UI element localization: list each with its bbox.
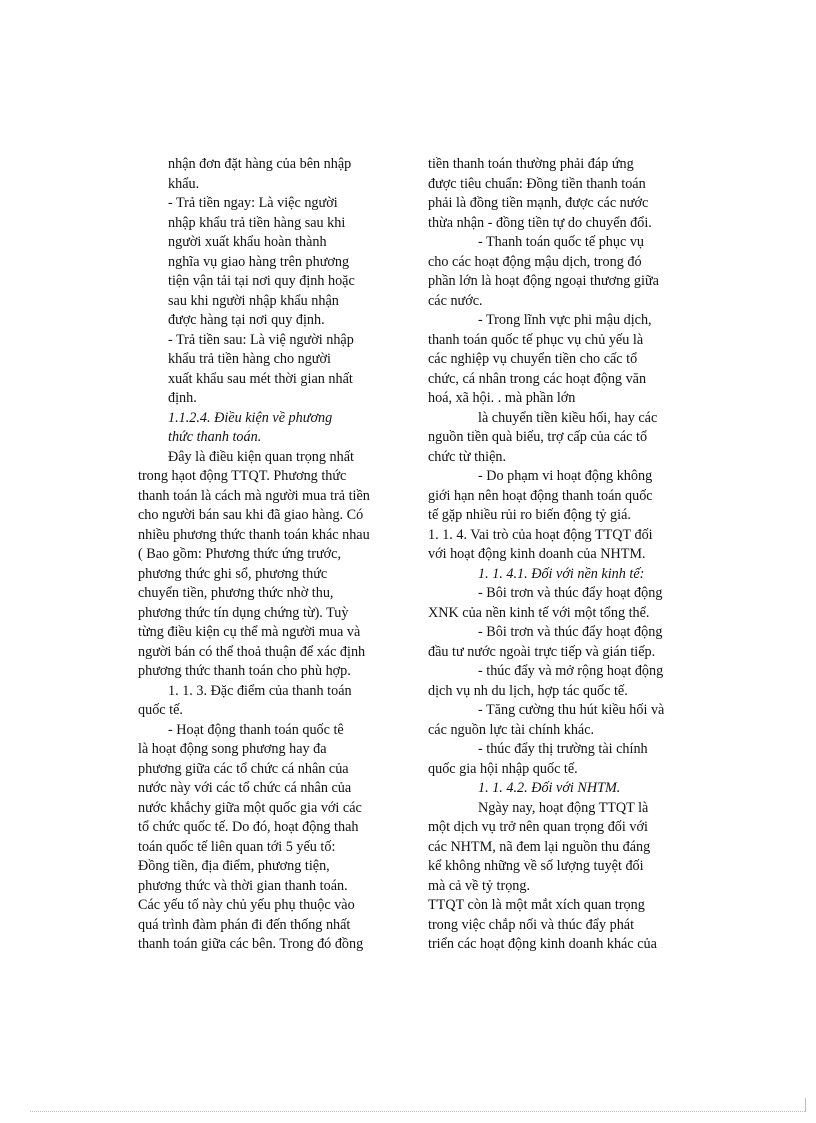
right-text-line: - Tăng cường thu hút kiều hối và xyxy=(478,702,665,718)
right-text-line: quốc gia hội nhập quốc tế. xyxy=(428,760,578,777)
right-text-line: - Bôi trơn và thúc đẩy hoạt động xyxy=(478,585,663,601)
left-text-line: nhận đơn đặt hàng của bên nhập xyxy=(168,156,352,172)
right-text-line: là chuyển tiền kiều hối, hay các xyxy=(478,409,658,426)
left-text-line: - Trả tiền ngay: Là việc người xyxy=(168,195,338,211)
left-text-line: 1. 1. 3. Đặc điểm của thanh toán xyxy=(168,682,352,699)
left-text-line: sau khi người nhập khẩu nhận xyxy=(168,292,339,309)
right-text-line: mà cả về tỷ trọng. xyxy=(428,877,531,894)
right-text-line: các nghiệp vụ chuyển tiền cho cấc tổ xyxy=(428,351,638,367)
left-text-line: - Trả tiền sau: Là việ người nhập xyxy=(168,331,354,348)
right-text-line: 1. 1. 4. Vai trò của hoạt động TTQT đối xyxy=(428,526,653,543)
right-text-line: - thúc đẩy và mở rộng hoạt động xyxy=(478,663,664,679)
left-text-line: trong hạot động TTQT. Phương thức xyxy=(138,468,347,484)
left-text-line: thanh toán là cách mà người mua trả tiền xyxy=(138,487,370,504)
left-text-line: được hàng tại nơi quy định. xyxy=(168,312,325,328)
left-text-line: người bán có thể thoả thuận để xác định xyxy=(138,643,366,660)
left-text-line: nước khắchy giữa một quốc gia với các xyxy=(138,799,362,816)
right-text-line: tế gặp nhiều rủi ro biến động tỷ giá. xyxy=(428,507,631,523)
right-text-line: hoá, xã hội. . mà phần lớn xyxy=(428,390,576,406)
page-corner-mark xyxy=(805,1098,806,1112)
right-text-line: thừa nhận - đồng tiền tự do chuyển đổi. xyxy=(428,214,652,231)
right-text-column xyxy=(428,155,690,955)
left-text-line: quá trình đàm phán đi đến thống nhất xyxy=(138,916,351,933)
left-text-line: xuất khẩu sau mét thời gian nhất xyxy=(168,370,353,387)
right-text-line: giới hạn nên hoạt động thanh toán quốc xyxy=(428,487,653,504)
right-text-line: Ngày nay, hoạt động TTQT là xyxy=(478,799,649,816)
left-text-line: chuyển tiền, phương thức nhờ thu, xyxy=(138,585,334,601)
right-text-line-heading: 1. 1. 4.2. Đối với NHTM. xyxy=(478,780,621,796)
left-text-line: Đây là điều kiện quan trọng nhất xyxy=(168,448,354,465)
left-text-line: định. xyxy=(168,390,197,406)
right-text-line: kể không những về số lượng tuyệt đối xyxy=(428,858,644,874)
left-text-line: từng điều kiện cụ thể mà người mua và xyxy=(138,624,361,640)
right-text-line: - Bôi trơn và thúc đẩy hoạt động xyxy=(478,624,663,640)
right-text-line: các NHTM, nã đem lại nguồn thu đáng xyxy=(428,838,651,855)
left-text-line: Các yếu tố này chủ yếu phụ thuộc vào xyxy=(138,897,355,913)
right-text-line: XNK của nền kinh tế với một tổng thể. xyxy=(428,604,650,621)
left-text-line: khẩu. xyxy=(168,175,200,192)
left-text-line-heading: 1.1.2.4. Điều kiện về phương xyxy=(168,409,333,426)
left-text-column xyxy=(138,155,384,955)
right-text-line: - thúc đẩy thị trường tài chính xyxy=(478,741,648,757)
page-bottom-divider xyxy=(30,1111,805,1112)
left-text-line: quốc tế. xyxy=(138,702,183,718)
left-text-line: nhiều phương thức thanh toán khác nhau xyxy=(138,526,370,543)
right-text-line: nguồn tiền quà biếu, trợ cấp của các tổ xyxy=(428,429,648,445)
left-text-line: - Hoạt động thanh toán quốc tê xyxy=(168,721,344,738)
left-text-line: là hoạt động song phương hay đa xyxy=(138,741,327,757)
right-text-line: - Thanh toán quốc tế phục vụ xyxy=(478,234,645,250)
right-text-line: chức từ thiện. xyxy=(428,448,507,465)
right-text-line: các nguồn lực tài chính khác. xyxy=(428,721,595,738)
right-text-line: các nước. xyxy=(428,292,483,309)
right-text-line: triển các hoạt động kinh doanh khác của xyxy=(428,936,657,952)
left-text-line-heading: thức thanh toán. xyxy=(168,429,262,445)
right-text-line: thanh toán quốc tế phục vụ chủ yếu là xyxy=(428,331,644,348)
left-text-line: Đồng tiền, địa điểm, phương tiện, xyxy=(138,858,330,874)
right-text-line: phải là đồng tiền mạnh, được các nước xyxy=(428,195,649,211)
right-text-line: - Trong lĩnh vực phi mậu dịch, xyxy=(478,312,652,328)
right-text-line: trong việc chắp nối và thúc đẩy phát xyxy=(428,916,635,933)
right-text-line: được tiêu chuẩn: Đồng tiền thanh toán xyxy=(428,175,646,192)
left-text-line: phương thức thanh toán cho phù hợp. xyxy=(138,663,351,679)
right-text-line: đầu tư nước ngoài trực tiếp và gián tiếp. xyxy=(428,643,656,660)
right-text-line: TTQT còn là một mắt xích quan trọng xyxy=(428,897,645,913)
right-text-line: dịch vụ nh du lịch, hợp tác quốc tế. xyxy=(428,682,628,699)
right-text-line: tiền thanh toán thường phải đáp ứng xyxy=(428,156,634,172)
left-text-line: nhập khẩu trả tiền hàng sau khi xyxy=(168,214,346,231)
right-text-line: với hoạt động kinh doanh của NHTM. xyxy=(428,546,646,562)
right-text-line: phần lớn là hoạt động ngoại thương giữa xyxy=(428,273,659,289)
left-text-line: toán quốc tế liên quan tới 5 yếu tố: xyxy=(138,838,336,855)
right-text-line: cho các hoạt động mậu dịch, trong đó xyxy=(428,253,642,270)
right-text-line: chức, cá nhân trong các hoạt động văn xyxy=(428,370,647,387)
right-text-line: một dịch vụ trở nên quan trọng đối với xyxy=(428,819,648,835)
left-text-line: khẩu trả tiền hàng cho người xyxy=(168,351,331,367)
left-text-line: phương giữa các tổ chức cá nhân của xyxy=(138,760,349,777)
left-text-line: thanh toán giữa các bên. Trong đó đồng xyxy=(138,936,364,952)
left-text-line: người xuất khẩu hoàn thành xyxy=(168,234,327,250)
left-text-line: phương thức tín dụng chứng từ). Tuỳ xyxy=(138,604,349,621)
left-text-line: cho người bán sau khi đã giao hàng. Có xyxy=(138,507,364,523)
right-text-line-heading: 1. 1. 4.1. Đối với nền kinh tế: xyxy=(478,565,645,582)
left-text-line: tiện vận tải tại nơi quy định hoặc xyxy=(168,273,355,289)
left-text-line: nghĩa vụ giao hàng trên phương xyxy=(168,253,350,270)
left-text-line: nước này với các tổ chức cá nhân của xyxy=(138,780,352,796)
left-text-line: phương thức và thời gian thanh toán. xyxy=(138,877,348,894)
left-text-line: ( Bao gồm: Phương thức ứng trước, xyxy=(138,546,341,562)
left-text-line: phương thức ghi sổ, phương thức xyxy=(138,565,328,582)
right-text-line: - Do phạm vi hoạt động không xyxy=(478,468,653,484)
left-text-line: tổ chức quốc tế. Do đó, hoạt động thah xyxy=(138,819,359,835)
